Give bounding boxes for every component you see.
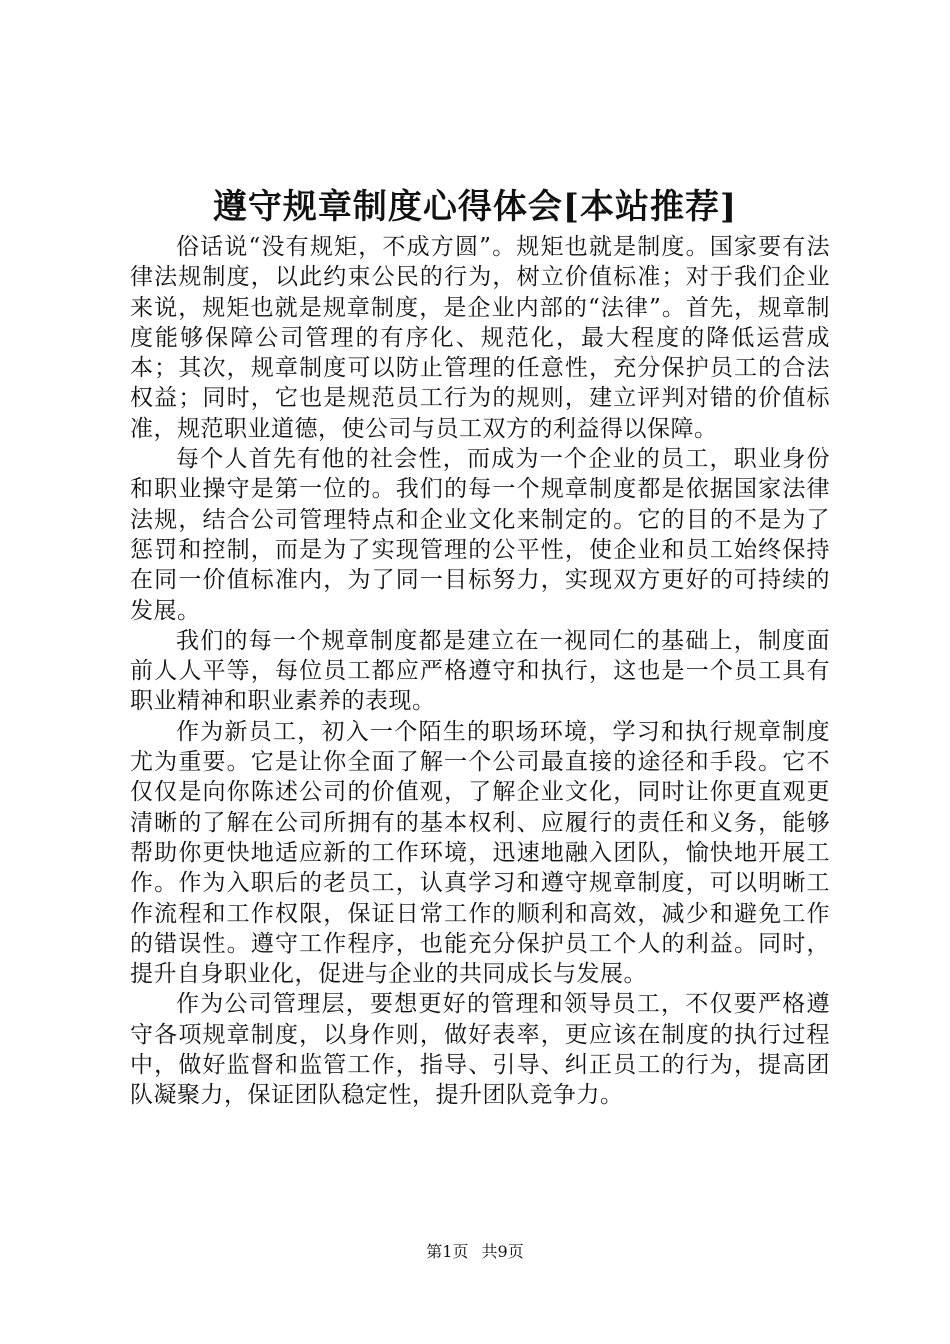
paragraph-2: 每个人首先有他的社会性，而成为一个企业的员工，职业身份和职业操守是第一位的。我们的每一个规章制度都是依据国家法律法规，结合公司管理特点和企业文化来制定的。它的目的不是为了惩罚和控制，而是为了实现管理的公平性，使企业和员工始终保持在同一价值标准内，为了同一目标努力，实现双方更好的可持续的发展。 [130,446,830,624]
paragraph-1: 俗话说“没有规矩，不成方圆”。规矩也就是制度。国家要有法律法规制度，以此约束公民的行为，树立价值标准；对于我们企业来说，规矩也就是规章制度，是企业内部的“法律”。首先，规章制度能够保障公司管理的有序化、规范化，最大程度的降低运营成本；其次，规章制度可以防止管理的任意性，充分保护员工的合法权益；同时，它也是规范员工行为的规则，建立评判对错的价值标准，规范职业道德，使公司与员工双方的利益得以保障。 [130,234,830,442]
document-body [130,232,830,1111]
document-title: 遵守规章制度心得体会[本站推荐] [212,187,738,227]
page-number: 第1页 [426,1242,469,1261]
paragraph-5: 作为公司管理层，要想更好的管理和领导员工，不仅要严格遵守各项规章制度，以身作则，做好表率，更应该在制度的执行过程中，做好监督和监管工作，指导、引导、纠正员工的行为，提高团队凝聚力，保证团队稳定性，提升团队竞争力。 [130,991,830,1109]
page-footer [0,1241,950,1263]
page-total: 共9页 [481,1242,524,1261]
paragraph-4: 作为新员工，初入一个陌生的职场环境，学习和执行规章制度尤为重要。它是让你全面了解一个公司最直接的途径和手段。它不仅仅是向你陈述公司的价值观，了解企业文化，同时让你更直观更清晰的了解在公司所拥有的基本权利、应履行的责任和义务，能够帮助你更快地适应新的工作环境，迅速地融入团队，愉快地开展工作。作为入职后的老员工，认真学习和遵守规章制度，可以明晰工作流程和工作权限，保证日常工作的顺利和高效，减少和避免工作的错误性。遵守工作程序，也能充分保护员工个人的利益。同时，提升自身职业化，促进与企业的共同成长与发展。 [130,718,830,988]
paragraph-3: 我们的每一个规章制度都是建立在一视同仁的基础上，制度面前人人平等，每位员工都应严格遵守和执行，这也是一个员工具有职业精神和职业素养的表现。 [130,627,830,715]
